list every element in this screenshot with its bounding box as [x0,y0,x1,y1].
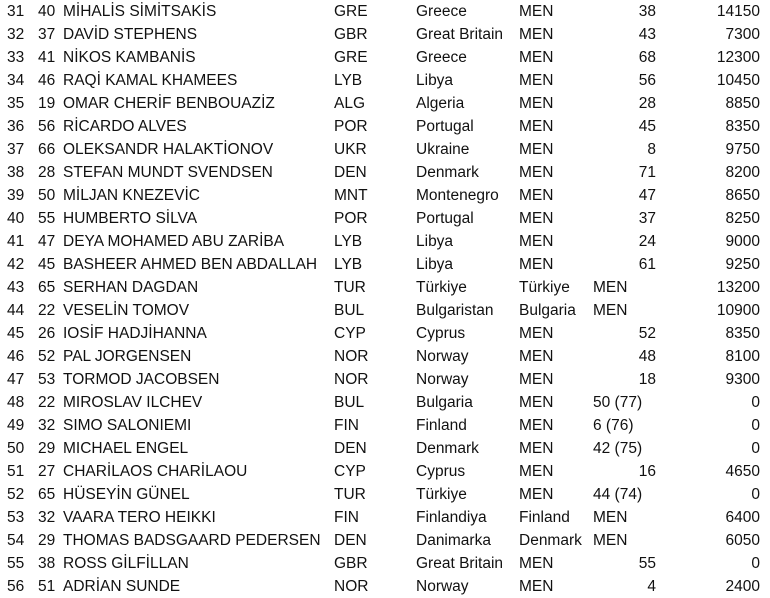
column-6-cell: 8 [647,141,656,158]
column-5-cell: MEN [519,3,554,20]
bib-number-cell: 22 [38,394,56,411]
table-row [0,345,770,368]
country-name-cell: Denmark [416,440,479,457]
table-row [0,253,770,276]
column-6-cell: 43 [638,26,656,43]
table-row [0,184,770,207]
bib-number-cell: 41 [38,49,56,66]
athlete-name-cell: STEFAN MUNDT SVENDSEN [63,164,273,181]
bib-number-cell: 28 [38,164,56,181]
column-5-cell: MEN [519,578,554,595]
bib-number-cell: 50 [38,187,56,204]
bib-number-cell: 27 [38,463,56,480]
country-code-cell: DEN [334,164,367,181]
points-cell: 9750 [725,141,760,158]
table-row [0,276,770,299]
column-6-cell: 56 [638,72,656,89]
points-cell: 8350 [725,325,760,342]
column-6-cell: 38 [638,3,656,20]
points-cell: 2400 [725,578,760,595]
column-5-cell: Bulgaria [519,302,576,319]
column-5-cell: MEN [519,486,554,503]
rank-cell: 38 [7,164,25,181]
table-row [0,115,770,138]
country-code-cell: DEN [334,440,367,457]
rank-cell: 39 [7,187,25,204]
country-code-cell: BUL [334,302,365,319]
country-code-cell: TUR [334,486,366,503]
country-code-cell: GBR [334,555,368,572]
column-6-cell: 45 [638,118,656,135]
table-row [0,460,770,483]
points-cell: 0 [751,394,760,411]
country-name-cell: Portugal [416,118,474,135]
column-5-cell: MEN [519,555,554,572]
bib-number-cell: 26 [38,325,56,342]
column-6-cell: 68 [638,49,656,66]
athlete-name-cell: SIMO SALONIEMI [63,417,192,434]
column-6-cell: 37 [638,210,656,227]
bib-number-cell: 51 [38,578,56,595]
athlete-name-cell: CHARİLAOS CHARİLAOU [63,463,248,480]
table-row [0,207,770,230]
country-code-cell: ALG [334,95,366,112]
country-code-cell: FIN [334,417,359,434]
bib-number-cell: 32 [38,417,56,434]
country-name-cell: Finlandiya [416,509,487,526]
column-6-cell: 6 (76) [593,417,634,434]
country-code-cell: CYP [334,463,366,480]
athlete-name-cell: THOMAS BADSGAARD PEDERSEN [63,532,321,549]
table-row [0,46,770,69]
points-cell: 8200 [725,164,760,181]
column-6-cell: 42 (75) [593,440,643,457]
country-name-cell: Great Britain [416,555,504,572]
country-name-cell: Norway [416,348,469,365]
column-6-cell: 61 [638,256,656,273]
table-row [0,0,770,23]
rank-cell: 50 [7,440,25,457]
column-5-cell: MEN [519,164,554,181]
column-5-cell: MEN [519,118,554,135]
column-5-cell: MEN [519,141,554,158]
points-cell: 7300 [725,26,760,43]
country-code-cell: DEN [334,532,367,549]
rank-cell: 45 [7,325,25,342]
country-name-cell: Algeria [416,95,465,112]
athlete-name-cell: MICHAEL ENGEL [63,440,189,457]
column-6-cell: 4 [647,578,656,595]
athlete-name-cell: RAQİ KAMAL KHAMEES [63,72,238,89]
column-5-cell: MEN [519,463,554,480]
column-5-cell: MEN [519,72,554,89]
column-5-cell: MEN [519,210,554,227]
column-5-cell: MEN [519,440,554,457]
athlete-name-cell: HÜSEYİN GÜNEL [63,486,190,503]
points-cell: 0 [751,486,760,503]
table-row [0,368,770,391]
table-row [0,138,770,161]
country-code-cell: BUL [334,394,365,411]
column-6-cell: 52 [638,325,656,342]
athlete-name-cell: MIROSLAV ILCHEV [63,394,203,411]
athlete-name-cell: BASHEER AHMED BEN ABDALLAH [63,256,318,273]
bib-number-cell: 55 [38,210,56,227]
column-5-cell: MEN [519,95,554,112]
country-code-cell: GRE [334,3,368,20]
column-5-cell: Finland [519,509,570,526]
athlete-name-cell: MİLJAN KNEZEVİC [63,187,200,204]
country-name-cell: Finland [416,417,467,434]
table-row [0,322,770,345]
country-code-cell: UKR [334,141,367,158]
rank-cell: 52 [7,486,25,503]
country-name-cell: Libya [416,72,454,89]
country-code-cell: LYB [334,233,363,250]
country-name-cell: Libya [416,233,454,250]
country-name-cell: Portugal [416,210,474,227]
bib-number-cell: 53 [38,371,56,388]
column-5-cell: MEN [519,49,554,66]
column-5-cell: MEN [519,348,554,365]
athlete-name-cell: PAL JORGENSEN [63,348,192,365]
column-6-cell: 50 (77) [593,394,643,411]
rank-cell: 37 [7,141,25,158]
athlete-name-cell: MİHALİS SİMİTSAKİS [63,3,217,20]
rank-cell: 36 [7,118,25,135]
table-row [0,437,770,460]
bib-number-cell: 40 [38,3,56,20]
rank-cell: 40 [7,210,25,227]
column-6-cell: MEN [593,279,628,296]
athlete-name-cell: DAVİD STEPHENS [63,26,198,43]
column-5-cell: MEN [519,417,554,434]
athlete-name-cell: DEYA MOHAMED ABU ZARİBA [63,233,285,250]
column-6-cell: 48 [638,348,656,365]
column-6-cell: MEN [593,532,628,549]
column-6-cell: 55 [638,555,656,572]
country-code-cell: LYB [334,256,363,273]
table-row [0,69,770,92]
column-6-cell: 28 [638,95,656,112]
athlete-name-cell: TORMOD JACOBSEN [63,371,220,388]
bib-number-cell: 38 [38,555,56,572]
rank-cell: 33 [7,49,25,66]
bib-number-cell: 66 [38,141,56,158]
rank-cell: 48 [7,394,25,411]
country-name-cell: Bulgaristan [416,302,494,319]
points-cell: 8650 [725,187,760,204]
country-code-cell: POR [334,210,368,227]
rank-cell: 41 [7,233,25,250]
country-name-cell: Norway [416,578,469,595]
points-cell: 8850 [725,95,760,112]
rank-cell: 42 [7,256,25,273]
table-row [0,391,770,414]
table-row [0,483,770,506]
points-cell: 8250 [725,210,760,227]
country-name-cell: Libya [416,256,454,273]
points-cell: 14150 [716,3,760,20]
athlete-name-cell: ADRİAN SUNDE [63,578,181,595]
column-6-cell: 47 [638,187,656,204]
bib-number-cell: 65 [38,486,56,503]
athlete-name-cell: ROSS GİLFİLLAN [63,555,189,572]
country-code-cell: LYB [334,72,363,89]
points-cell: 8350 [725,118,760,135]
country-name-cell: Greece [416,3,467,20]
column-5-cell: Denmark [519,532,582,549]
rank-cell: 32 [7,26,25,43]
table-row [0,92,770,115]
athlete-name-cell: NİKOS KAMBANİS [63,49,196,66]
athlete-name-cell: SERHAN DAGDAN [63,279,199,296]
column-6-cell: 18 [638,371,656,388]
column-6-cell: 16 [638,463,656,480]
athlete-name-cell: HUMBERTO SİLVA [63,210,198,227]
rank-cell: 55 [7,555,25,572]
country-name-cell: Cyprus [416,325,466,342]
table-row [0,575,770,598]
points-cell: 10900 [716,302,760,319]
points-cell: 6400 [725,509,760,526]
bib-number-cell: 46 [38,72,56,89]
points-cell: 6050 [725,532,760,549]
rank-cell: 54 [7,532,25,549]
table-row [0,230,770,253]
rank-cell: 31 [7,3,25,20]
column-5-cell: MEN [519,233,554,250]
points-cell: 0 [751,555,760,572]
country-code-cell: TUR [334,279,366,296]
points-cell: 10450 [716,72,760,89]
column-5-cell: MEN [519,26,554,43]
column-5-cell: MEN [519,325,554,342]
points-cell: 9300 [725,371,760,388]
column-6-cell: MEN [593,302,628,319]
column-5-cell: MEN [519,394,554,411]
rank-cell: 44 [7,302,25,319]
athlete-name-cell: OMAR CHERİF BENBOUAZİZ [63,95,275,112]
column-6-cell: MEN [593,509,628,526]
points-cell: 13200 [716,279,760,296]
country-code-cell: GRE [334,49,368,66]
column-6-cell: 24 [638,233,656,250]
table-row [0,529,770,552]
rank-cell: 46 [7,348,25,365]
athlete-name-cell: VESELİN TOMOV [63,302,190,319]
bib-number-cell: 22 [38,302,56,319]
bib-number-cell: 45 [38,256,56,273]
country-code-cell: NOR [334,348,369,365]
points-cell: 0 [751,440,760,457]
country-name-cell: Great Britain [416,26,504,43]
bib-number-cell: 19 [38,95,56,112]
bib-number-cell: 32 [38,509,56,526]
table-row [0,161,770,184]
country-name-cell: Türkiye [416,279,467,296]
table-row [0,506,770,529]
points-cell: 0 [751,417,760,434]
column-5-cell: MEN [519,371,554,388]
bib-number-cell: 65 [38,279,56,296]
rank-cell: 56 [7,578,25,595]
country-name-cell: Greece [416,49,467,66]
points-cell: 9250 [725,256,760,273]
table-row [0,552,770,575]
points-cell: 4650 [725,463,760,480]
points-cell: 8100 [725,348,760,365]
bib-number-cell: 37 [38,26,56,43]
athlete-name-cell: VAARA TERO HEIKKI [63,509,216,526]
country-name-cell: Denmark [416,164,479,181]
country-code-cell: POR [334,118,368,135]
column-5-cell: MEN [519,187,554,204]
points-cell: 12300 [716,49,760,66]
bib-number-cell: 29 [38,440,56,457]
points-cell: 9000 [725,233,760,250]
country-name-cell: Bulgaria [416,394,473,411]
country-code-cell: NOR [334,371,369,388]
table-row [0,23,770,46]
athlete-name-cell: IOSİF HADJİHANNA [63,325,207,342]
rank-cell: 34 [7,72,25,89]
rank-cell: 49 [7,417,25,434]
country-code-cell: GBR [334,26,368,43]
column-5-cell: Türkiye [519,279,570,296]
column-6-cell: 71 [638,164,656,181]
country-name-cell: Danimarka [416,532,491,549]
column-5-cell: MEN [519,256,554,273]
country-code-cell: MNT [334,187,368,204]
rank-cell: 35 [7,95,25,112]
rank-cell: 51 [7,463,25,480]
country-name-cell: Cyprus [416,463,466,480]
bib-number-cell: 56 [38,118,56,135]
country-name-cell: Montenegro [416,187,499,204]
bib-number-cell: 52 [38,348,56,365]
rank-cell: 47 [7,371,25,388]
country-name-cell: Ukraine [416,141,470,158]
rank-cell: 43 [7,279,25,296]
athlete-name-cell: RİCARDO ALVES [63,118,187,135]
country-code-cell: CYP [334,325,366,342]
country-name-cell: Norway [416,371,469,388]
bib-number-cell: 47 [38,233,56,250]
column-6-cell: 44 (74) [593,486,643,503]
rank-cell: 53 [7,509,25,526]
bib-number-cell: 29 [38,532,56,549]
country-name-cell: Türkiye [416,486,467,503]
country-code-cell: NOR [334,578,369,595]
table-row [0,299,770,322]
athlete-name-cell: OLEKSANDR HALAKTİONOV [63,141,274,158]
country-code-cell: FIN [334,509,359,526]
table-row [0,414,770,437]
